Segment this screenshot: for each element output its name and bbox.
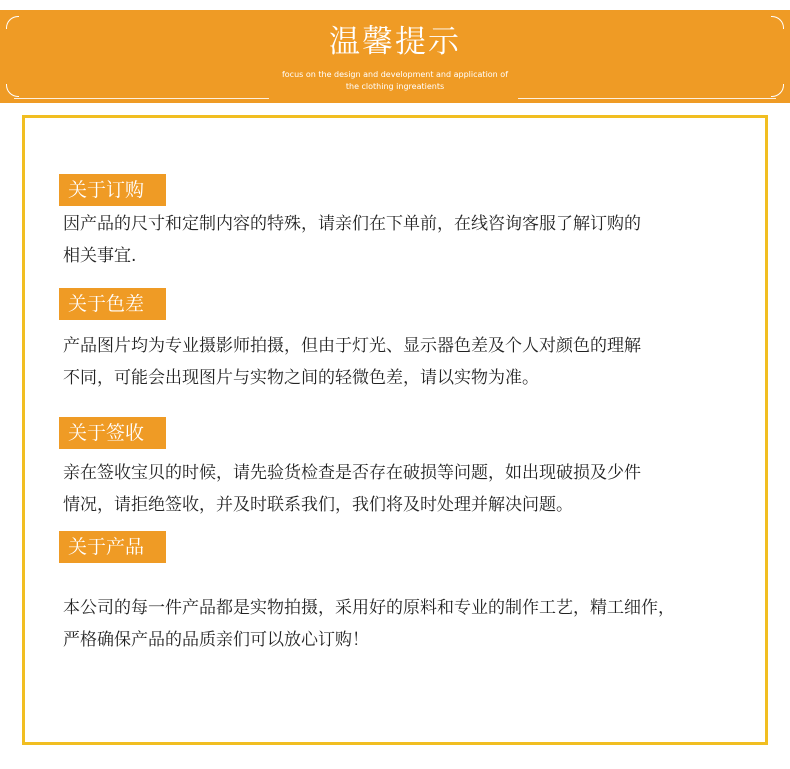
text-line: 不同，可能会出现图片与实物之间的轻微色差，请以实物为准。 — [63, 368, 539, 388]
section-heading-color-difference: 关于色差 — [59, 288, 166, 320]
section-heading-product: 关于产品 — [59, 531, 166, 563]
section-text-ordering — [63, 208, 763, 272]
header-banner — [0, 10, 790, 103]
text-line: 因产品的尺寸和定制内容的特殊，请亲们在下单前，在线咨询客服了解订购的 — [63, 214, 641, 234]
subtitle-line-2: the clothing ingreatients — [345, 82, 445, 91]
section-text-product — [63, 592, 763, 656]
section-heading-receipt: 关于签收 — [59, 417, 166, 449]
subtitle-line-1: focus on the design and development and application of — [281, 70, 509, 79]
divider-right — [518, 98, 776, 99]
section-text-receipt — [63, 457, 763, 521]
divider-left — [14, 98, 269, 99]
text-line: 相关事宜. — [63, 246, 137, 266]
text-line: 亲在签收宝贝的时候，请先验货检查是否存在破损等问题，如出现破损及少件 — [63, 463, 641, 483]
page-title: 温馨提示 — [329, 24, 461, 60]
text-line: 情况，请拒绝签收，并及时联系我们，我们将及时处理并解决问题。 — [63, 495, 573, 515]
text-line: 产品图片均为专业摄影师拍摄，但由于灯光、显示器色差及个人对颜色的理解 — [63, 336, 641, 356]
section-text-color-difference — [63, 330, 763, 394]
section-heading-ordering: 关于订购 — [59, 174, 166, 206]
text-line: 本公司的每一件产品都是实物拍摄，采用好的原料和专业的制作工艺，精工细作， — [63, 598, 675, 618]
text-line: 严格确保产品的品质亲们可以放心订购！ — [63, 630, 369, 650]
page-subtitle — [0, 69, 790, 93]
